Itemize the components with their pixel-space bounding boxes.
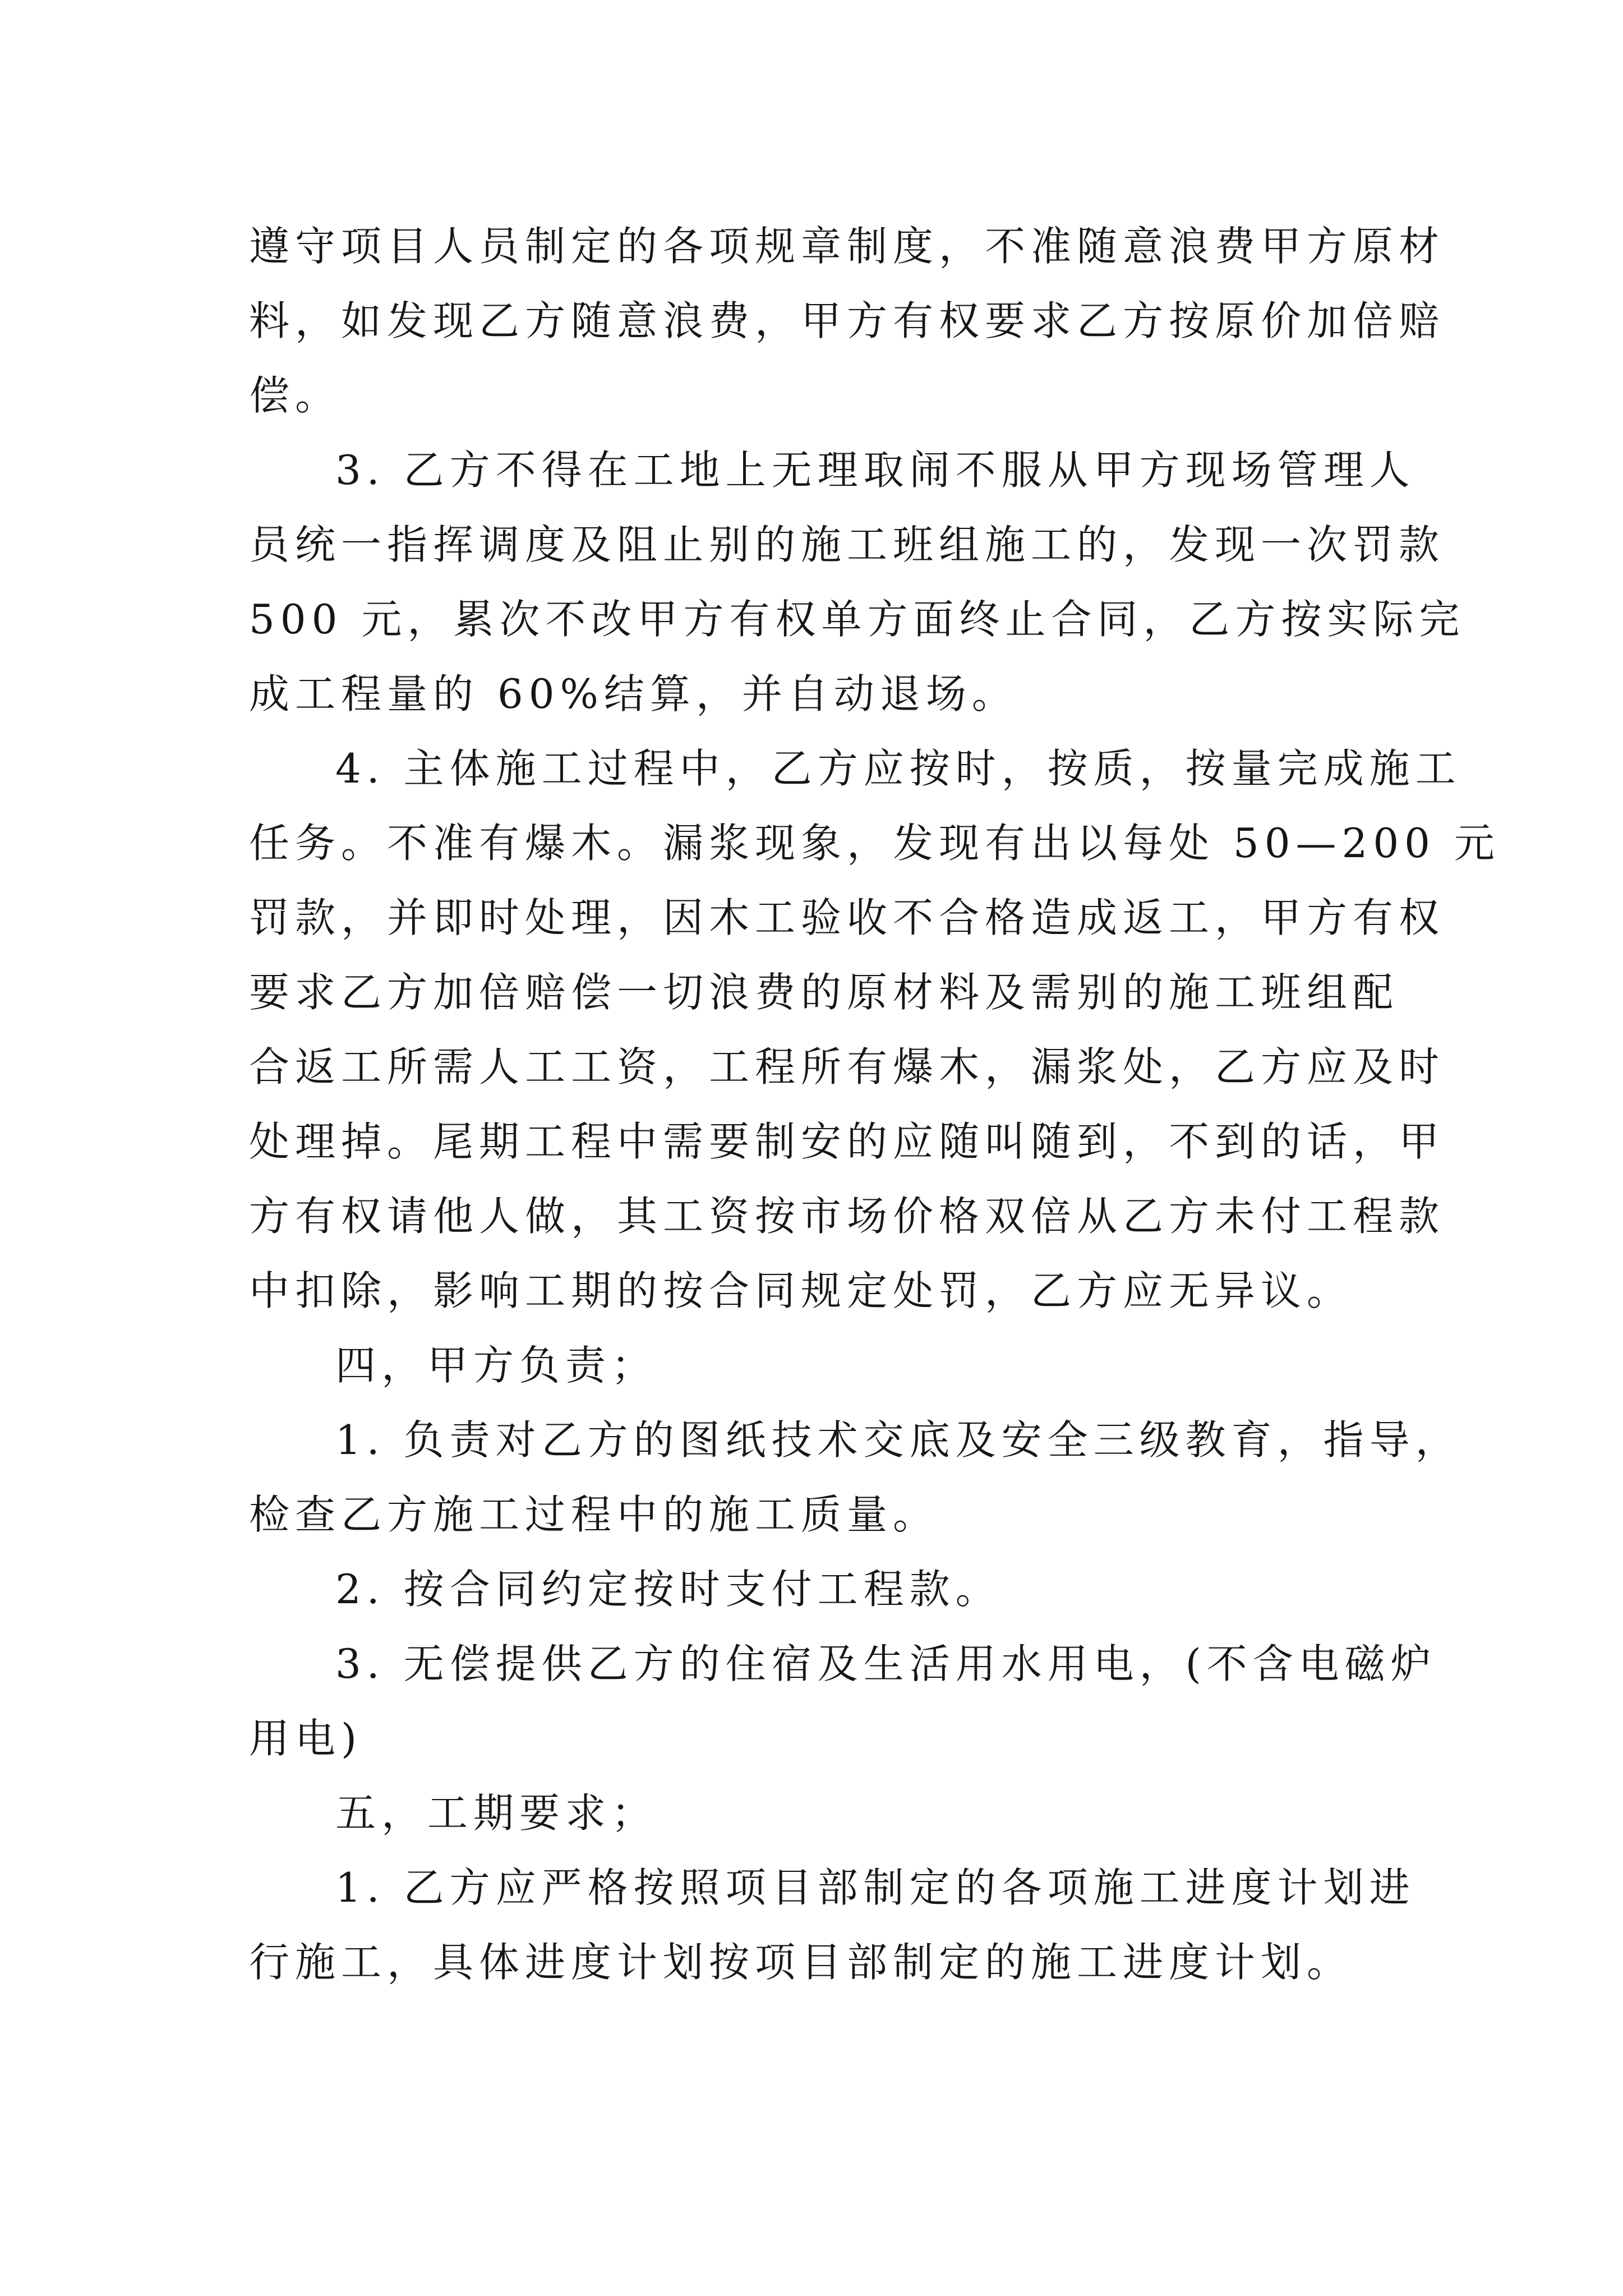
text-line: 检查乙方施工过程中的施工质量。 [249,1491,939,1538]
text-line: 2. 按合同约定按时支付工程款。 [335,1566,1002,1613]
text-line: 1. 负责对乙方的图纸技术交底及安全三级教育，指导， [335,1416,1461,1464]
text-line: 行施工，具体进度计划按项目部制定的施工进度计划。 [249,1939,1353,1986]
text-line: 成工程量的 60%结算，并自动退场。 [249,670,1018,717]
section-heading: 四，甲方负责； [335,1342,658,1389]
text-line: 1. 乙方应严格按照项目部制定的各项施工进度计划进 [335,1864,1415,1911]
text-line: 4. 主体施工过程中，乙方应按时，按质，按量完成施工 [335,745,1461,792]
text-line: 合返工所需人工工资，工程所有爆木，漏浆处，乙方应及时 [249,1043,1445,1091]
text-line: 用电) [249,1715,363,1762]
text-line: 中扣除，影响工期的按合同规定处罚，乙方应无异议。 [249,1267,1353,1314]
text-line: 偿。 [249,372,342,419]
text-line: 员统一指挥调度及阻止别的施工班组施工的，发现一次罚款 [249,521,1445,568]
text-line: 3. 乙方不得在工地上无理取闹不服从甲方现场管理人 [335,447,1415,494]
section-heading: 五，工期要求； [335,1789,658,1837]
text-line: 方有权请他人做，其工资按市场价格双倍从乙方未付工程款 [249,1193,1445,1240]
text-line: 处理掉。尾期工程中需要制安的应随叫随到，不到的话，甲 [249,1118,1445,1165]
text-line: 罚款，并即时处理，因木工验收不合格造成返工，甲方有权 [249,894,1445,941]
text-line: 要求乙方加倍赔偿一切浪费的原材料及需别的施工班组配 [249,969,1399,1016]
text-line: 遵守项目人员制定的各项规章制度，不准随意浪费甲方原材 [249,223,1445,270]
text-line: 3. 无偿提供乙方的住宿及生活用水用电，(不含电磁炉 [335,1640,1437,1687]
text-line: 任务。不准有爆木。漏浆现象，发现有出以每处 50—200 元 [249,820,1500,867]
text-line: 500 元，累次不改甲方有权单方面终止合同，乙方按实际完 [249,596,1465,643]
text-line: 料，如发现乙方随意浪费，甲方有权要求乙方按原价加倍赔 [249,297,1445,344]
